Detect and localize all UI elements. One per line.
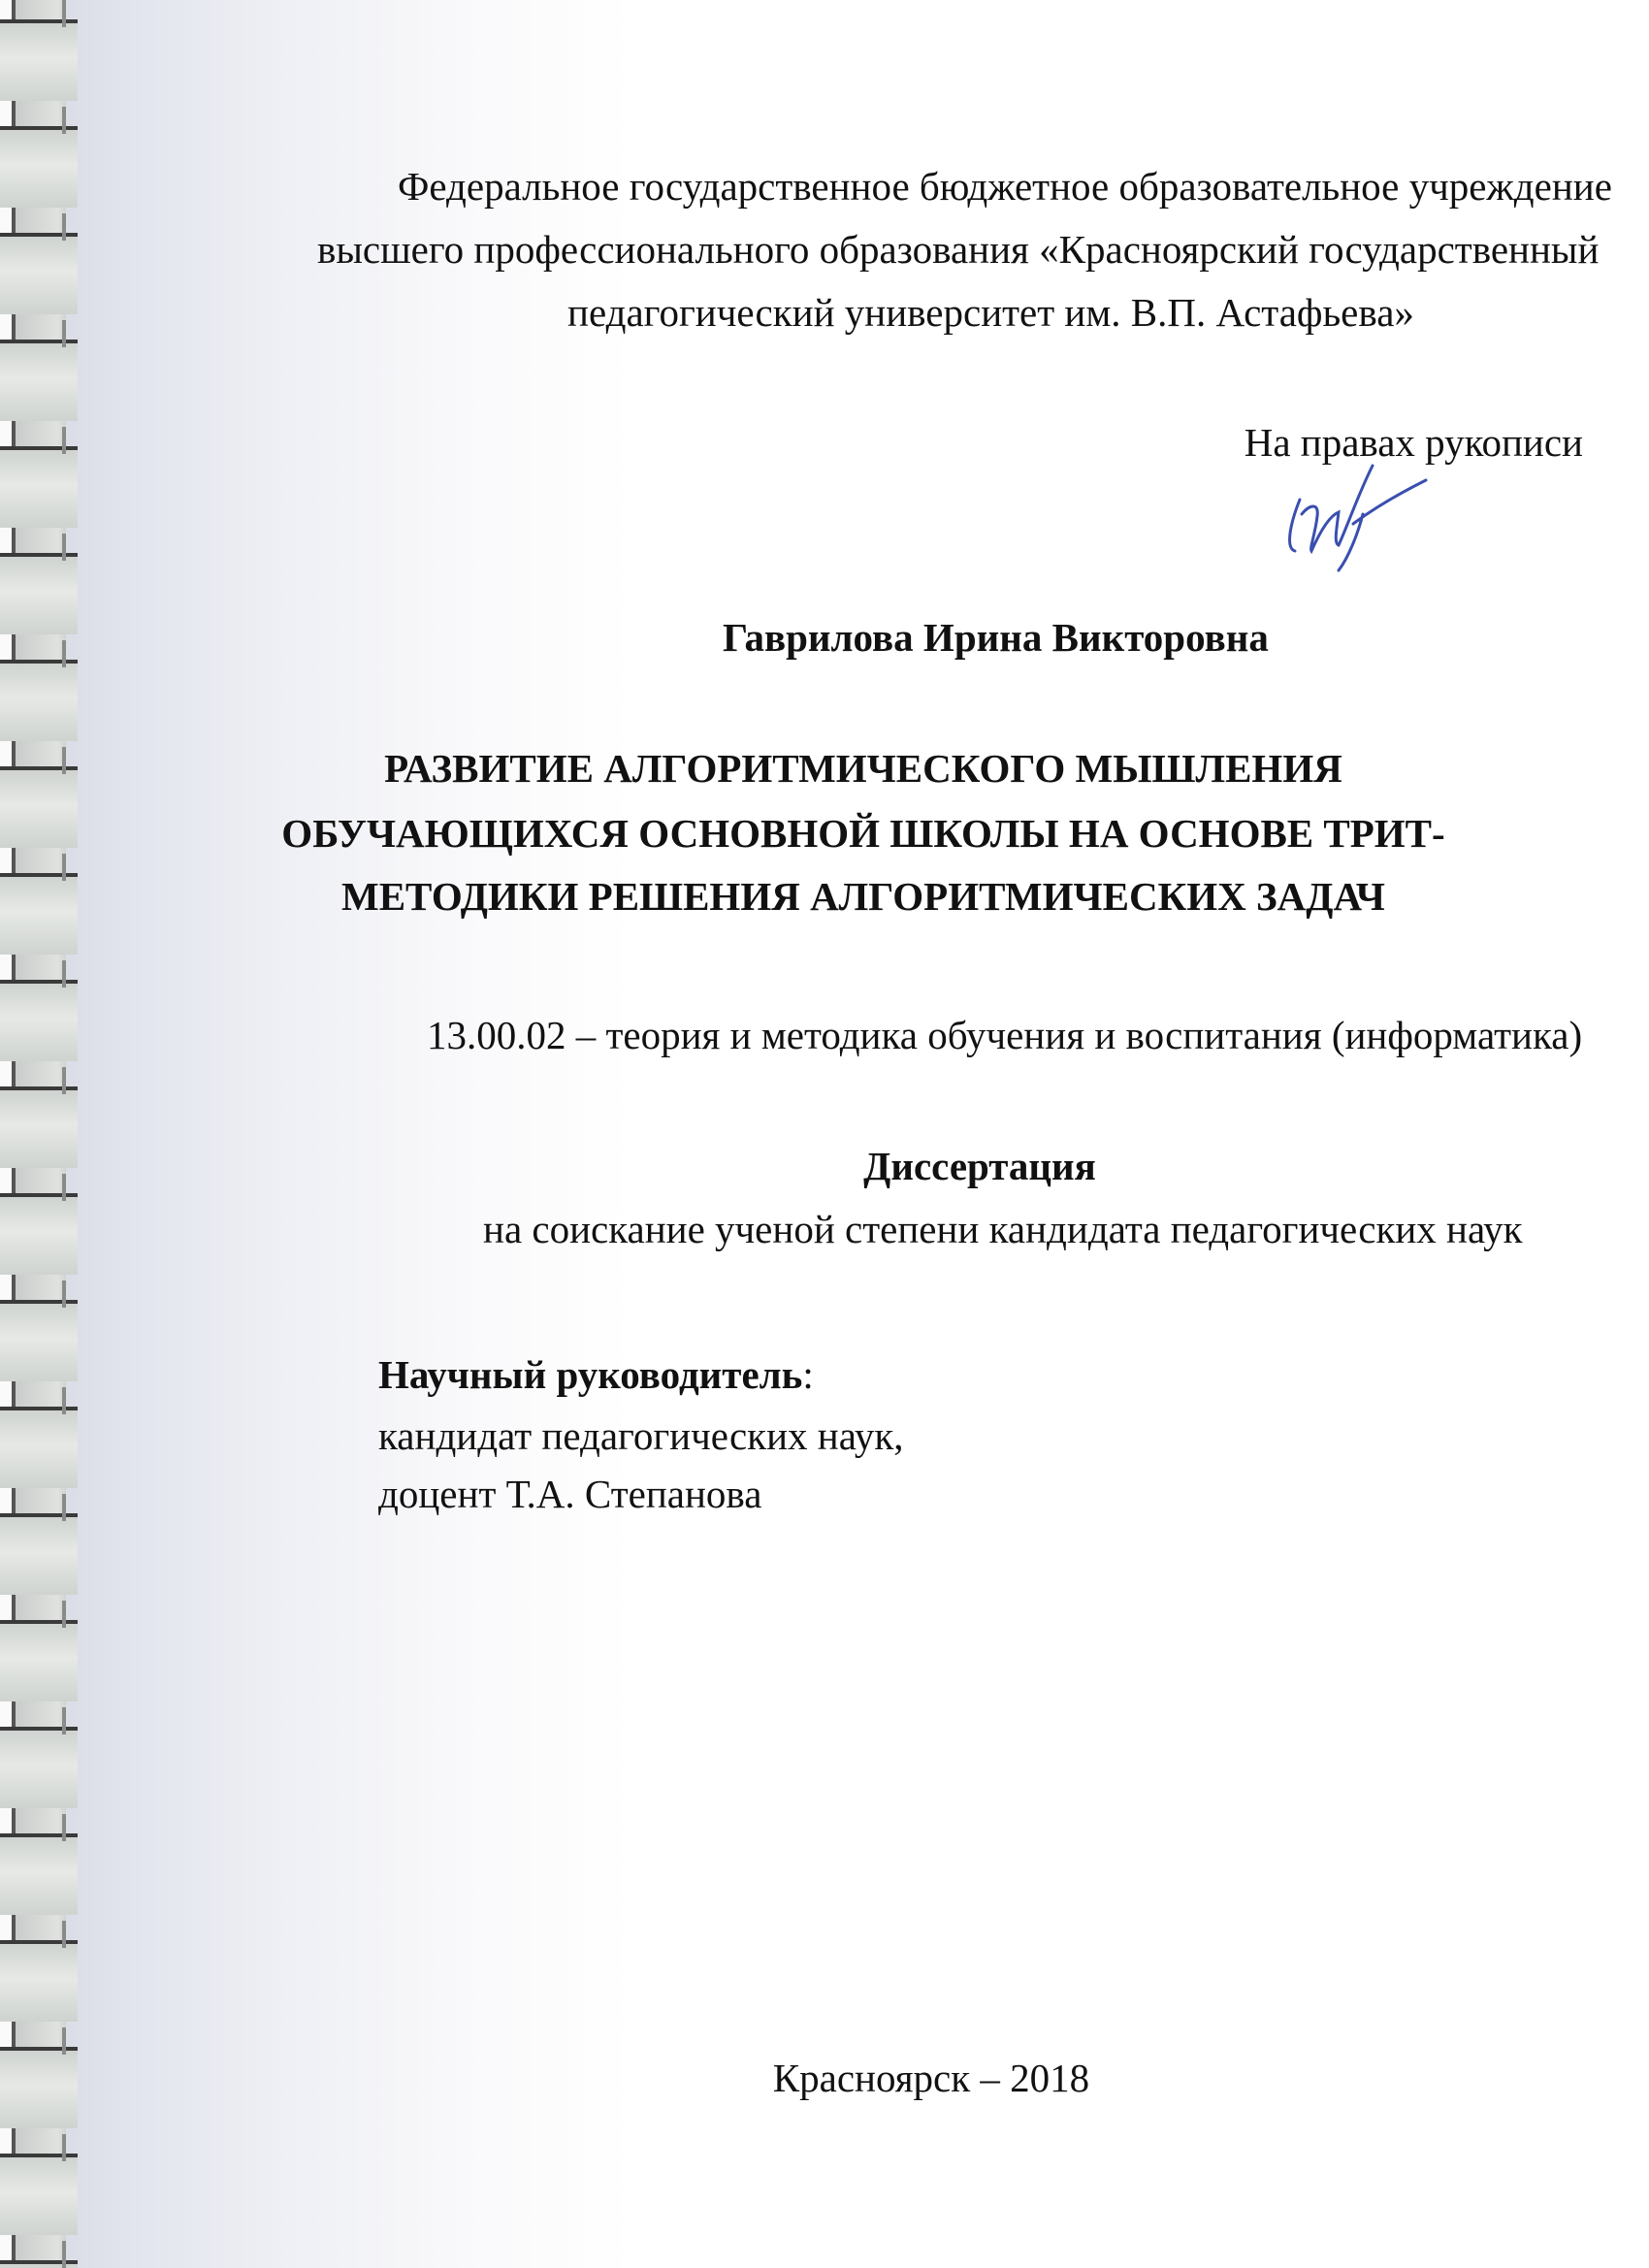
- title-line-2: ОБУЧАЮЩИХСЯ ОСНОВНОЙ ШКОЛЫ НА ОСНОВЕ ТРИТ-: [281, 811, 1445, 856]
- supervisor-name: доцент Т.А. Степанова: [378, 1472, 762, 1516]
- institution-line-1: Федеральное государственное бюджетное образовательное учреждение: [398, 164, 1612, 209]
- work-type: Диссертация: [863, 1144, 1096, 1188]
- city-year: Красноярск – 2018: [772, 2056, 1090, 2100]
- supervisor-label: Научный руководитель: [378, 1352, 803, 1397]
- supervisor-colon: :: [802, 1352, 814, 1397]
- comb-binding: [0, 0, 78, 2268]
- title-line-3: МЕТОДИКИ РЕШЕНИЯ АЛГОРИТМИЧЕСКИХ ЗАДАЧ: [341, 874, 1385, 919]
- supervisor-label-line: [378, 1352, 814, 1397]
- specialty: 13.00.02 – теория и методика обучения и воспитания (информатика): [427, 1013, 1583, 1057]
- title-line-1: РАЗВИТИЕ АЛГОРИТМИЧЕСКОГО МЫШЛЕНИЯ: [384, 746, 1342, 791]
- institution-line-3: педагогический университет им. В.П. Астафьева»: [567, 290, 1414, 335]
- manuscript-note: На правах рукописи: [1244, 420, 1583, 465]
- signature-icon: [1280, 456, 1436, 572]
- author-name: Гаврилова Ирина Викторовна: [723, 615, 1269, 660]
- degree: на соискание ученой степени кандидата педагогических наук: [483, 1207, 1523, 1251]
- institution-line-2: высшего профессионального образования «Красноярский государственный: [317, 227, 1600, 272]
- supervisor-degree: кандидат педагогических наук,: [378, 1413, 904, 1458]
